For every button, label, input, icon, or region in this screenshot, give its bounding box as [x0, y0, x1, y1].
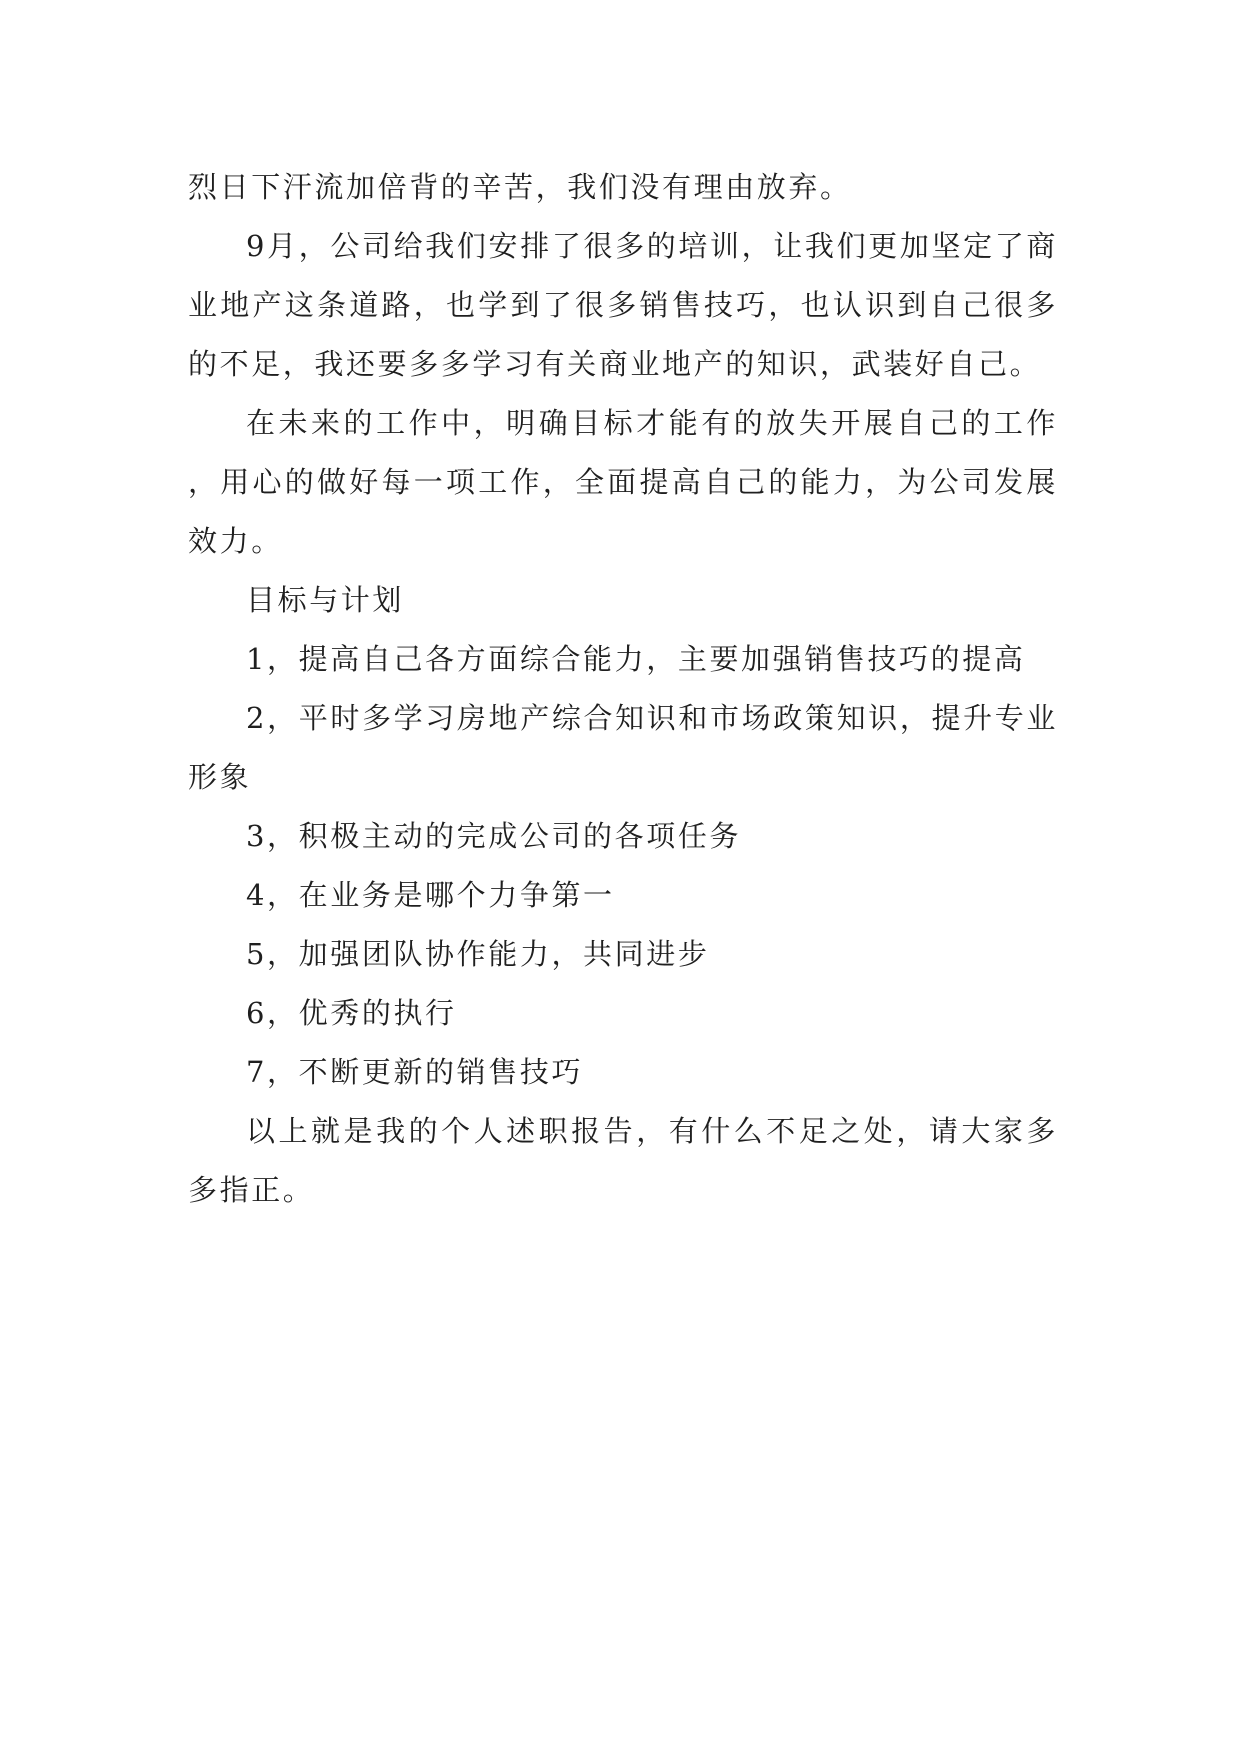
paragraph-future-work: 在未来的工作中，明确目标才能有的放失开展自己的工作，用心的做好每一项工作，全面提高自己的能力，为公司发展效力。 — [188, 406, 1058, 558]
goal-item-7: 7，不断更新的销售技巧 — [246, 1055, 584, 1089]
section-heading-goals: 目标与计划 — [246, 583, 405, 617]
goal-item-5: 5，加强团队协作能力，共同进步 — [246, 937, 710, 971]
goal-item-6: 6，优秀的执行 — [246, 996, 457, 1030]
goal-item-1: 1，提高自己各方面综合能力，主要加强销售技巧的提高 — [246, 642, 1026, 676]
paragraph-closing: 以上就是我的个人述职报告，有什么不足之处，请大家多多指正。 — [188, 1114, 1058, 1207]
goal-item-3: 3，积极主动的完成公司的各项任务 — [246, 819, 742, 853]
paragraph-continuation: 烈日下汗流加倍背的辛苦，我们没有理由放弃。 — [188, 170, 852, 204]
paragraph-training: 9月，公司给我们安排了很多的培训，让我们更加坚定了商业地产这条道路，也学到了很多销售技巧，也认识到自己很多的不足，我还要多多学习有关商业地产的知识，武装好自己。 — [188, 229, 1058, 381]
goal-item-4: 4，在业务是哪个力争第一 — [246, 878, 615, 912]
document-body — [188, 158, 1058, 1220]
goal-item-2: 2，平时多学习房地产综合知识和市场政策知识，提升专业形象 — [188, 701, 1058, 794]
